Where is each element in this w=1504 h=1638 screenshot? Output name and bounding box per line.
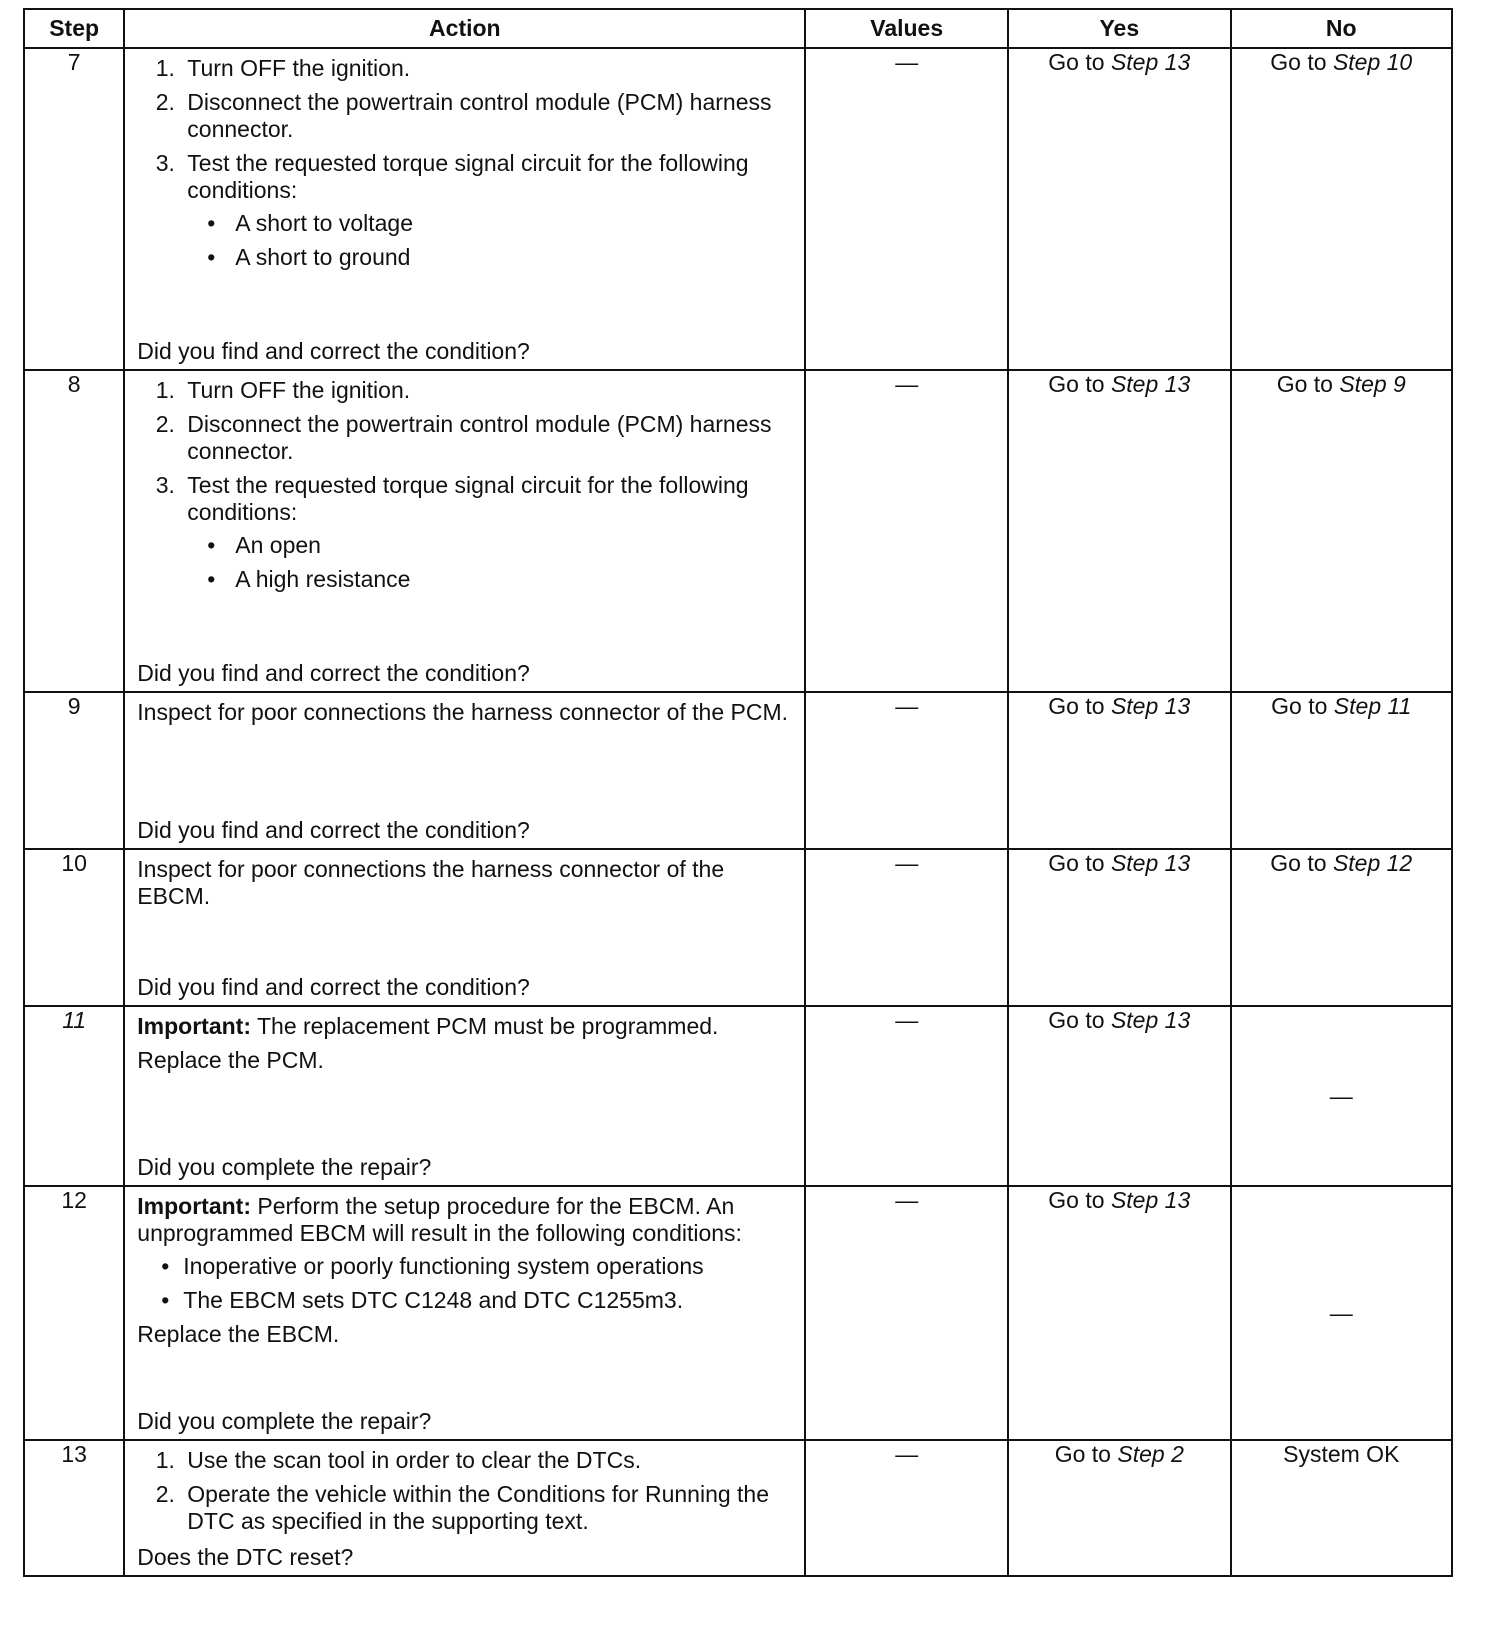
goto-prefix: Go to: [1054, 1441, 1111, 1467]
goto-prefix: Go to: [1048, 1187, 1105, 1213]
action-cell: [124, 1440, 805, 1576]
important-text: Perform the setup procedure for the EBCM. An unprogrammed EBCM will result in the following conditions:: [137, 1193, 742, 1246]
header-action: Action: [124, 9, 805, 48]
step-cell: [24, 692, 124, 849]
step-number: 12: [61, 1187, 87, 1213]
action-steps: [137, 1447, 794, 1542]
action-step: 2. Disconnect the powertrain control module (PCM) harness connector.: [181, 89, 794, 143]
no-cell: [1231, 370, 1452, 692]
question-text: Did you find and correct the condition?: [137, 974, 530, 1000]
yes-cell: [1008, 692, 1231, 849]
values-cell: [805, 1440, 1008, 1576]
goto-step-link[interactable]: Step 9: [1339, 371, 1406, 397]
no-dash: —: [1329, 1082, 1353, 1109]
goto-prefix: Go to: [1270, 850, 1327, 876]
header-yes: Yes: [1008, 9, 1231, 48]
values-dash: —: [895, 850, 919, 876]
step-cell: [24, 1186, 124, 1440]
action-steps: [137, 55, 794, 271]
goto-step-link[interactable]: Step 12: [1332, 850, 1413, 876]
goto-step-link[interactable]: Step 13: [1110, 1007, 1191, 1033]
action-step: 1. Turn OFF the ignition.: [181, 55, 794, 82]
system-ok-text: System OK: [1283, 1441, 1400, 1467]
yes-cell: [1008, 1186, 1231, 1440]
yes-cell: [1008, 370, 1231, 692]
goto-prefix: Go to: [1271, 693, 1328, 719]
goto-step-link[interactable]: Step 13: [1110, 371, 1191, 397]
header-no: No: [1231, 9, 1452, 48]
no-cell: [1231, 849, 1452, 1006]
goto-step-link[interactable]: Step 2: [1117, 1441, 1184, 1467]
important-note: [137, 1013, 794, 1040]
question-text: Did you find and correct the condition?: [137, 338, 530, 364]
question-text: Did you complete the repair?: [137, 1408, 432, 1434]
values-dash: —: [895, 371, 919, 397]
question-text: Did you complete the repair?: [137, 1154, 432, 1180]
values-dash: —: [895, 1007, 919, 1033]
table-row: [24, 1006, 1452, 1186]
values-dash: —: [895, 1187, 919, 1213]
question-text: Does the DTC reset?: [137, 1544, 354, 1570]
goto-step-link[interactable]: Step 13: [1110, 49, 1191, 75]
condition-list: [187, 210, 794, 271]
action-step: 1. Turn OFF the ignition.: [181, 377, 794, 404]
action-cell: [124, 692, 805, 849]
values-dash: —: [895, 49, 919, 75]
condition-item: • A short to ground: [229, 244, 794, 271]
condition-item: • A high resistance: [229, 566, 794, 593]
goto-prefix: Go to: [1276, 371, 1333, 397]
important-note: [137, 1193, 794, 1247]
goto-prefix: Go to: [1270, 49, 1327, 75]
question-text: Did you find and correct the condition?: [137, 817, 530, 843]
step-number: 11: [62, 1007, 87, 1033]
yes-cell: [1008, 48, 1231, 370]
values-cell: [805, 1186, 1008, 1440]
goto-prefix: Go to: [1048, 49, 1105, 75]
values-dash: —: [895, 693, 919, 719]
condition-item: • A short to voltage: [229, 210, 794, 237]
table-row: [24, 48, 1452, 370]
question-text: Did you find and correct the condition?: [137, 660, 530, 686]
goto-step-link[interactable]: Step 13: [1110, 693, 1191, 719]
no-dash: —: [1329, 1299, 1353, 1326]
no-cell: [1231, 1186, 1452, 1440]
action-text: Replace the EBCM.: [137, 1321, 340, 1347]
action-text: Inspect for poor connections the harness connector of the PCM.: [137, 699, 789, 725]
action-cell: [124, 1186, 805, 1440]
action-step: [181, 472, 794, 593]
condition-item: • An open: [229, 532, 794, 559]
action-step: 2. Operate the vehicle within the Conditions for Running the DTC as specified in the supporting text.: [181, 1481, 794, 1535]
action-text: Inspect for poor connections the harness connector of the EBCM.: [137, 856, 725, 909]
no-cell: [1231, 692, 1452, 849]
table-row: [24, 1440, 1452, 1576]
yes-cell: [1008, 1006, 1231, 1186]
no-cell: [1231, 1006, 1452, 1186]
condition-list: [137, 1253, 794, 1314]
goto-prefix: Go to: [1048, 850, 1105, 876]
action-text: Replace the PCM.: [137, 1047, 324, 1073]
header-step: Step: [24, 9, 124, 48]
action-step: 2. Disconnect the powertrain control module (PCM) harness connector.: [181, 411, 794, 465]
yes-cell: [1008, 1440, 1231, 1576]
goto-step-link[interactable]: Step 11: [1333, 693, 1412, 719]
header-row: [24, 9, 1452, 48]
values-dash: —: [895, 1441, 919, 1467]
action-step-text: Test the requested torque signal circuit for the following conditions:: [187, 472, 749, 525]
step-number: 8: [67, 371, 81, 397]
table-row: [24, 1186, 1452, 1440]
step-number: 7: [67, 49, 81, 75]
condition-item: • Inoperative or poorly functioning system operations: [183, 1253, 794, 1280]
step-cell: [24, 48, 124, 370]
values-cell: [805, 1006, 1008, 1186]
table-row: [24, 849, 1452, 1006]
important-label: Important:: [137, 1013, 251, 1039]
yes-cell: [1008, 849, 1231, 1006]
values-cell: [805, 849, 1008, 1006]
action-step: [181, 150, 794, 271]
goto-step-link[interactable]: Step 10: [1332, 49, 1413, 75]
goto-prefix: Go to: [1048, 693, 1105, 719]
action-steps: [137, 377, 794, 593]
step-number: 9: [67, 693, 81, 719]
step-cell: [24, 370, 124, 692]
step-number: 13: [61, 1441, 87, 1467]
header-values: Values: [805, 9, 1008, 48]
step-number: 10: [61, 850, 87, 876]
table-header: [24, 9, 1452, 48]
important-text: The replacement PCM must be programmed.: [251, 1013, 719, 1039]
goto-step-link[interactable]: Step 13: [1110, 1187, 1191, 1213]
goto-prefix: Go to: [1048, 1007, 1105, 1033]
no-cell: [1231, 1440, 1452, 1576]
condition-list: [187, 532, 794, 593]
diagnostic-table: [23, 8, 1453, 1577]
goto-step-link[interactable]: Step 13: [1110, 850, 1191, 876]
step-cell: [24, 1006, 124, 1186]
step-cell: [24, 849, 124, 1006]
action-cell: [124, 370, 805, 692]
table-row: [24, 370, 1452, 692]
action-cell: [124, 849, 805, 1006]
action-step-text: Test the requested torque signal circuit for the following conditions:: [187, 150, 749, 203]
values-cell: [805, 692, 1008, 849]
step-cell: [24, 1440, 124, 1576]
important-label: Important:: [137, 1193, 251, 1219]
condition-item: • The EBCM sets DTC C1248 and DTC C1255m3.: [183, 1287, 794, 1314]
action-step: 1. Use the scan tool in order to clear the DTCs.: [181, 1447, 794, 1474]
values-cell: [805, 48, 1008, 370]
no-cell: [1231, 48, 1452, 370]
values-cell: [805, 370, 1008, 692]
action-cell: [124, 48, 805, 370]
table-row: [24, 692, 1452, 849]
action-cell: [124, 1006, 805, 1186]
goto-prefix: Go to: [1048, 371, 1105, 397]
